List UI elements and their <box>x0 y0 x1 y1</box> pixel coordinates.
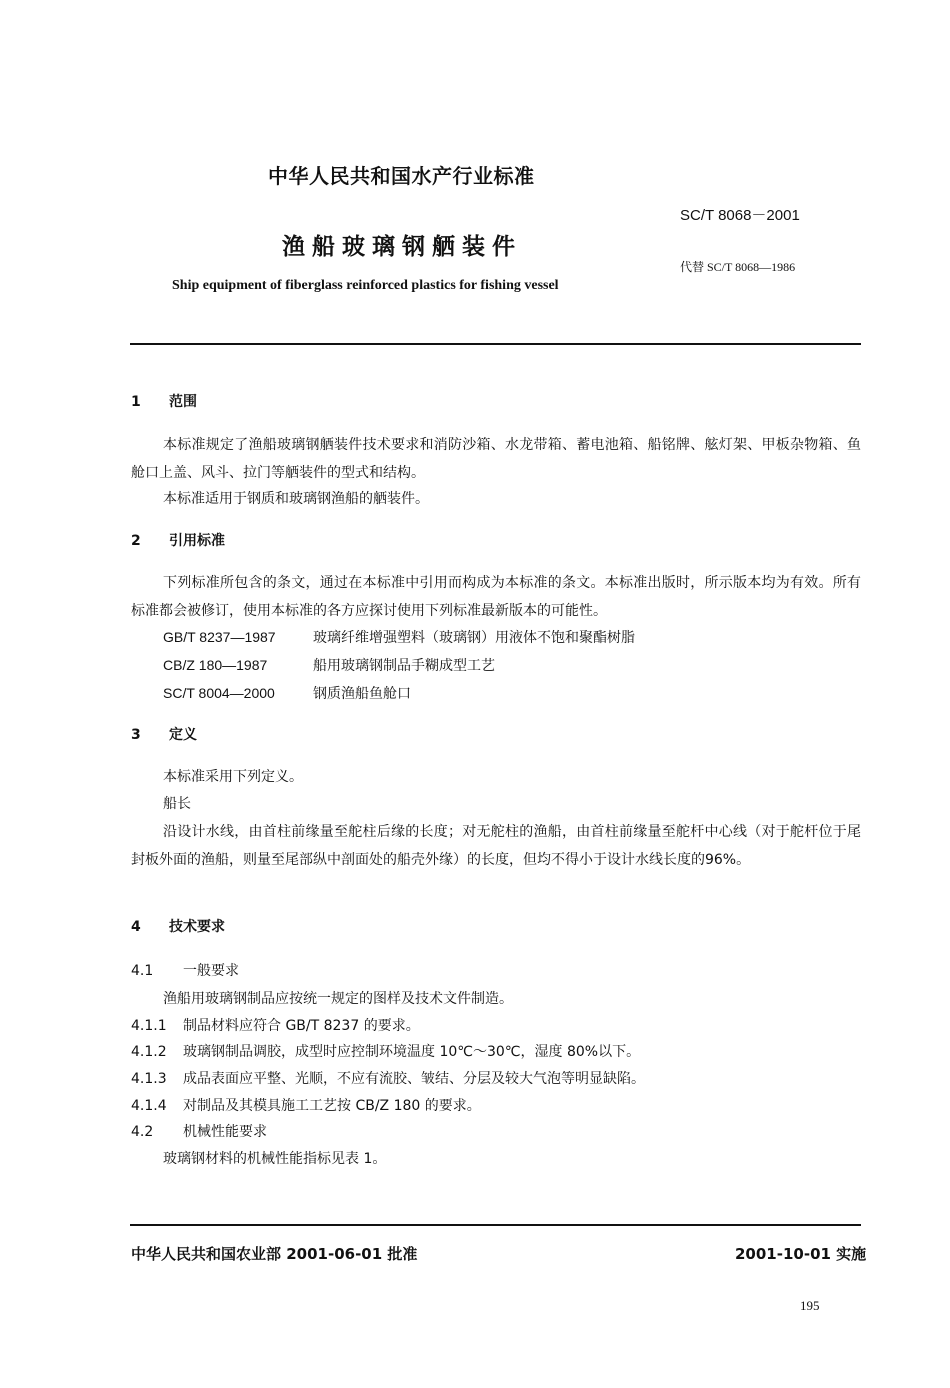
document-title: 渔船玻璃钢舾装件 <box>282 234 522 260</box>
subsection-4-1-heading <box>131 960 239 980</box>
footer-divider <box>130 1224 861 1226</box>
section-1-paragraph-1: 本标准规定了渔船玻璃钢舾装件技术要求和消防沙箱、水龙带箱、蓄电池箱、船铭牌、舷灯架、甲板杂物箱、鱼舱口上盖、风斗、拉门等舾装件的型式和结构。 <box>131 437 861 481</box>
subsection-number: 4.1 <box>131 963 154 979</box>
issuer-title: 中华人民共和国水产行业标准 <box>268 164 535 188</box>
section-2-paragraph: 下列标准所包含的条文，通过在本标准中引用而构成为本标准的条文。本标准出版时，所示版本均为有效。所有标准都会被修订，使用本标准的各方应探讨使用下列标准最新版本的可能性。 <box>131 575 861 619</box>
section-title: 范围 <box>169 394 197 410</box>
section-3-intro: 本标准采用下列定义。 <box>163 769 303 785</box>
effective-date: 2001-10-01 实施 <box>735 1245 867 1263</box>
section-title: 技术要求 <box>169 919 225 935</box>
clause-text: 对制品及其模具施工工艺按 CB/Z 180 的要求。 <box>183 1098 481 1114</box>
section-number: 4 <box>131 919 141 935</box>
section-title: 定义 <box>169 727 197 743</box>
subsection-4-1-text: 渔船用玻璃钢制品应按统一规定的图样及技术文件制造。 <box>163 991 513 1007</box>
clause-item <box>131 1015 420 1035</box>
clause-number: 4.1.4 <box>131 1098 167 1114</box>
section-2-heading <box>131 530 225 550</box>
term-definition: 沿设计水线，由首柱前缘量至舵柱后缘的长度；对无舵柱的渔船，由首柱前缘量至舵杆中心线（对于舵杆位于尾封板外面的渔船，则量至尾部纵中剖面处的船壳外缘）的长度，但均不得小于设计水线长度的96%。 <box>131 824 861 868</box>
reference-title: 船用玻璃钢制品手糊成型工艺 <box>313 658 495 674</box>
clause-item <box>131 1068 645 1088</box>
clause-item <box>131 1041 640 1061</box>
reference-title: 玻璃纤维增强塑料（玻璃钢）用液体不饱和聚酯树脂 <box>313 630 635 646</box>
section-number: 3 <box>131 727 141 743</box>
reference-title: 钢质渔船鱼舱口 <box>313 686 411 702</box>
clause-number: 4.1.1 <box>131 1018 167 1034</box>
header-divider <box>130 343 861 345</box>
page-number: 195 <box>800 1298 820 1313</box>
approval-line: 中华人民共和国农业部 2001-06-01 批准 <box>131 1245 418 1263</box>
standard-code: SC/T 8068－2001 <box>680 207 800 224</box>
reference-item <box>163 655 495 675</box>
clause-item <box>131 1095 481 1115</box>
reference-code: GB/T 8237—1987 <box>163 629 276 645</box>
reference-item <box>163 627 635 647</box>
replaces-standard: 代替 SC/T 8068—1986 <box>680 260 796 274</box>
subsection-title: 一般要求 <box>183 963 239 979</box>
subsection-4-2-text: 玻璃钢材料的机械性能指标见表 1。 <box>163 1151 387 1167</box>
clause-number: 4.1.2 <box>131 1044 167 1060</box>
clause-text: 制品材料应符合 GB/T 8237 的要求。 <box>183 1018 420 1034</box>
section-1-heading <box>131 391 197 411</box>
clause-text: 成品表面应平整、光顺，不应有流胶、皱结、分层及较大气泡等明显缺陷。 <box>183 1071 645 1087</box>
section-1-paragraph-2: 本标准适用于钢质和玻璃钢渔船的舾装件。 <box>163 491 429 507</box>
subsection-title: 机械性能要求 <box>183 1124 267 1140</box>
english-title: Ship equipment of fiberglass reinforced plastics for fishing vessel <box>172 278 559 293</box>
reference-code: SC/T 8004—2000 <box>163 685 275 701</box>
clause-number: 4.1.3 <box>131 1071 167 1087</box>
section-number: 1 <box>131 394 141 410</box>
defined-term: 船长 <box>163 796 191 812</box>
section-number: 2 <box>131 533 141 549</box>
subsection-number: 4.2 <box>131 1124 154 1140</box>
reference-code: CB/Z 180—1987 <box>163 657 268 673</box>
clause-text: 玻璃钢制品调胶，成型时应控制环境温度 10℃～30℃，湿度 80%以下。 <box>183 1044 641 1060</box>
subsection-4-2-heading <box>131 1121 267 1141</box>
section-3-heading <box>131 724 197 744</box>
reference-item <box>163 683 411 703</box>
section-4-heading <box>131 916 225 936</box>
section-title: 引用标准 <box>169 533 225 549</box>
